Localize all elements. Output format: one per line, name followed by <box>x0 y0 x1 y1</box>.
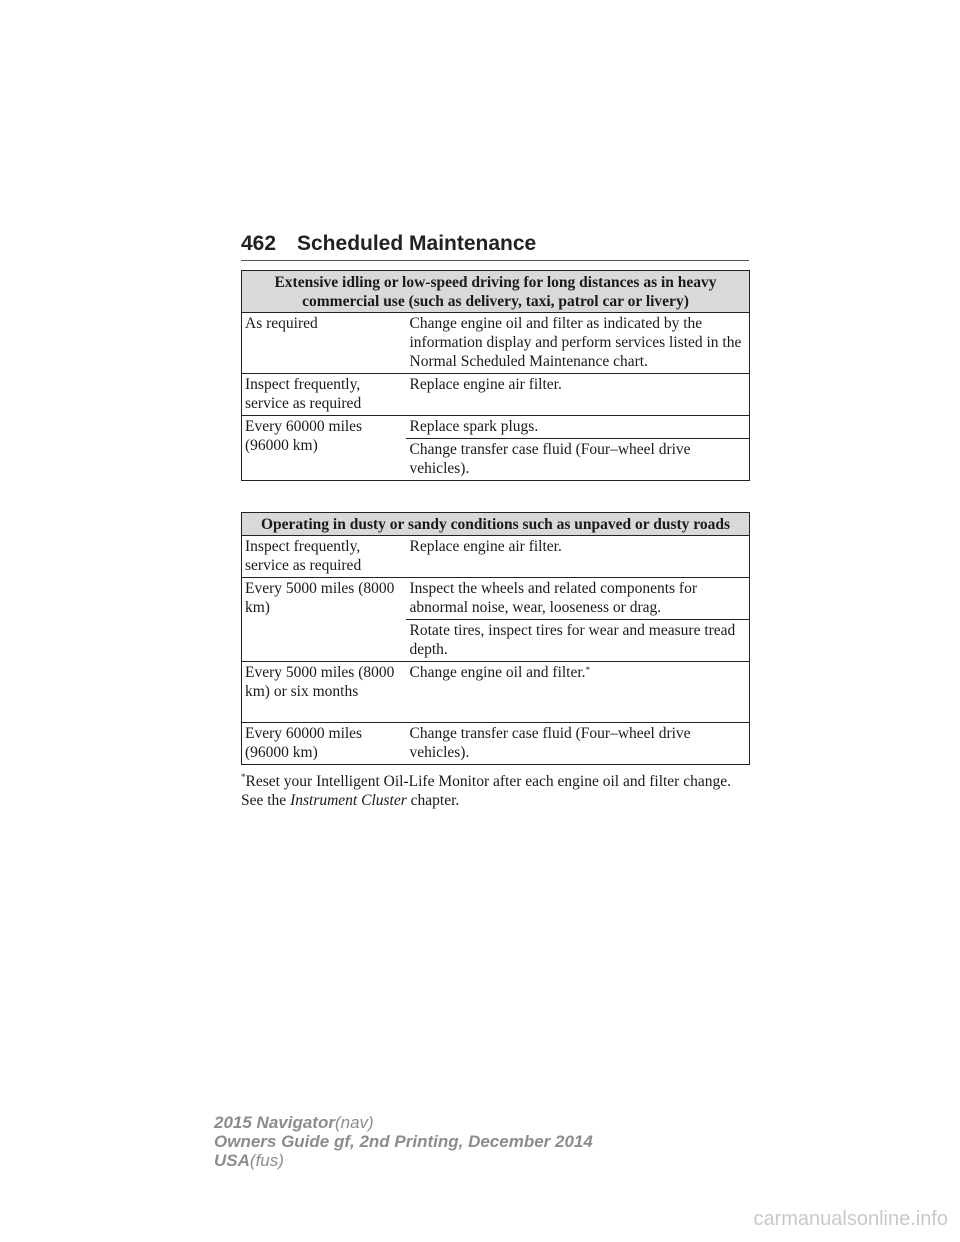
interval-cell: Inspect frequently, service as required <box>242 536 406 578</box>
region-name: USA <box>214 1151 250 1170</box>
interval-cell: Every 5000 miles (8000 km) <box>242 578 406 662</box>
table-title: Operating in dusty or sandy conditions such as unpaved or dusty roads <box>242 513 750 536</box>
table-header-row <box>242 271 750 313</box>
table-row <box>242 313 750 374</box>
action-cell: Inspect the wheels and related components for abnormal noise, wear, looseness or drag. <box>406 578 750 620</box>
action-cell: Rotate tires, inspect tires for wear and measure tread depth. <box>406 620 750 662</box>
footer-line-guide <box>214 1132 593 1151</box>
model-code: (nav) <box>334 1113 374 1132</box>
interval-cell: Every 60000 miles (96000 km) <box>242 416 406 481</box>
table-row <box>242 723 750 765</box>
maintenance-table-dusty <box>241 512 750 765</box>
page-number: 462 <box>241 232 277 255</box>
footer-line-region <box>214 1151 593 1170</box>
action-text: Change engine oil and filter. <box>409 664 586 681</box>
document-footer <box>214 1113 593 1170</box>
action-cell: Change engine oil and filter as indicated by the information display and perform services listed in the Normal Scheduled Maintenance chart. <box>406 313 750 374</box>
table-row <box>242 662 750 723</box>
table-row <box>242 416 750 439</box>
chapter-reference: Instrument Cluster <box>290 792 407 809</box>
table-header-row <box>242 513 750 536</box>
footnote-text: Reset your Intelligent Oil-Life Monitor after each engine oil and filter change. See the <box>241 773 731 809</box>
action-cell: Change transfer case fluid (Four–wheel drive vehicles). <box>406 723 750 765</box>
action-cell: Change transfer case fluid (Four–wheel drive vehicles). <box>406 439 750 481</box>
footnote-marker: * <box>585 665 591 675</box>
watermark: carmanualsonline.info <box>753 1208 948 1230</box>
footnote <box>241 772 753 810</box>
footnote-text-end: chapter. <box>406 792 460 809</box>
table-title: Extensive idling or low-speed driving for long distances as in heavy commercial use (such as delivery, taxi, patrol car or livery) <box>242 271 750 313</box>
page-header <box>241 228 749 261</box>
interval-cell: Inspect frequently, service as required <box>242 374 406 416</box>
interval-cell: As required <box>242 313 406 374</box>
action-cell: Replace engine air filter. <box>406 374 750 416</box>
action-cell: Replace spark plugs. <box>406 416 750 439</box>
maintenance-table-idling <box>241 270 750 481</box>
model-name: 2015 Navigator <box>214 1113 335 1132</box>
action-cell <box>406 662 750 723</box>
table-row <box>242 536 750 578</box>
section-title: Scheduled Maintenance <box>297 232 537 255</box>
interval-cell: Every 60000 miles (96000 km) <box>242 723 406 765</box>
footnote-marker: * <box>241 772 246 782</box>
guide-info: Owners Guide gf, 2nd Printing, December 2014 <box>214 1132 593 1151</box>
action-cell: Replace engine air filter. <box>406 536 750 578</box>
region-code: (fus) <box>249 1151 284 1170</box>
table-row <box>242 578 750 620</box>
interval-cell: Every 5000 miles (8000 km) or six months <box>242 662 406 723</box>
footer-line-model <box>214 1113 593 1132</box>
table-row <box>242 374 750 416</box>
